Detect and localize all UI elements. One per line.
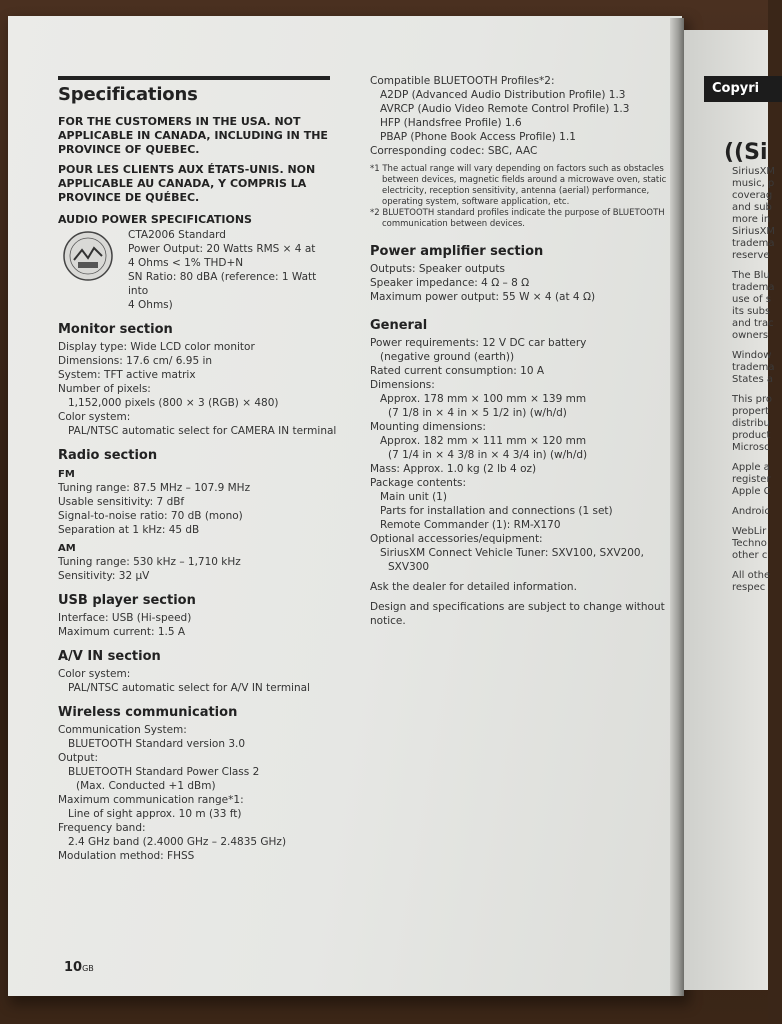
next-page-line: and trac bbox=[732, 318, 774, 329]
dimensions-value: Approx. 178 mm × 100 mm × 139 mm bbox=[380, 393, 587, 405]
package-label: Package contents: bbox=[370, 477, 467, 489]
next-page-line: reserve bbox=[732, 250, 770, 261]
next-page-edge bbox=[684, 30, 776, 990]
next-page-line: respec bbox=[732, 582, 766, 593]
fm-label: FM bbox=[58, 469, 75, 480]
next-page-line: register bbox=[732, 474, 771, 485]
design-note: Design and specifications are subject to change without notice. bbox=[370, 601, 665, 627]
monitor-line: Dimensions: 17.6 cm/ 6.95 in bbox=[58, 355, 213, 367]
monitor-pixels: 1,152,000 pixels (800 × 3 (RGB) × 480) bbox=[68, 397, 279, 409]
av-in-heading: A/V IN section bbox=[58, 649, 161, 664]
next-page-line: Apple a bbox=[732, 462, 770, 473]
mounting-value: Approx. 182 mm × 111 mm × 120 mm bbox=[380, 435, 587, 447]
dealer-note: Ask the dealer for detailed information. bbox=[370, 581, 577, 593]
next-page-line: coverag bbox=[732, 190, 773, 201]
mass-line: Mass: Approx. 1.0 kg (2 lb 4 oz) bbox=[370, 463, 537, 475]
wireless-freq-label: Frequency band: bbox=[58, 822, 146, 834]
optional-label: Optional accessories/equipment: bbox=[370, 533, 543, 545]
audio-spec-line: Power Output: 20 Watts RMS × 4 at bbox=[128, 243, 316, 255]
package-item: Main unit (1) bbox=[380, 491, 447, 503]
next-page-header: Copyri bbox=[704, 76, 782, 102]
page-number bbox=[64, 960, 94, 975]
next-page-line: tradema bbox=[732, 238, 775, 249]
next-page-line: music, p bbox=[732, 178, 775, 189]
next-page-line: The Blu bbox=[732, 270, 770, 281]
wireless-heading: Wireless communication bbox=[58, 705, 238, 720]
next-page-line: Androic bbox=[732, 506, 770, 517]
audio-power-heading: AUDIO POWER SPECIFICATIONS bbox=[58, 213, 252, 226]
next-page-line: propert bbox=[732, 406, 769, 417]
usb-line: Interface: USB (Hi-speed) bbox=[58, 612, 192, 624]
audio-spec-line: 4 Ohms) bbox=[128, 299, 173, 311]
wireless-range-label: Maximum communication range*1: bbox=[58, 794, 244, 806]
audio-spec-line: CTA2006 Standard bbox=[128, 229, 226, 241]
audio-spec-line: 4 Ohms < 1% THD+N bbox=[128, 257, 244, 269]
wireless-freq-value: 2.4 GHz band (2.4000 GHz – 2.4835 GHz) bbox=[68, 836, 287, 848]
wireless-output-label: Output: bbox=[58, 752, 99, 764]
fm-line: Usable sensitivity: 7 dBf bbox=[58, 496, 185, 508]
page-number-value: 10 bbox=[64, 960, 83, 975]
wireless-range-value: Line of sight approx. 10 m (33 ft) bbox=[68, 808, 242, 820]
next-page-line: Apple C bbox=[732, 486, 771, 497]
manual-page bbox=[8, 16, 682, 996]
av-color-label: Color system: bbox=[58, 668, 131, 680]
next-page-line: States a bbox=[732, 374, 773, 385]
fm-line: Tuning range: 87.5 MHz – 107.9 MHz bbox=[58, 482, 251, 494]
next-page-line: product bbox=[732, 430, 771, 441]
fm-line: Signal-to-noise ratio: 70 dB (mono) bbox=[58, 510, 243, 522]
next-page-line: its subs bbox=[732, 306, 771, 317]
power-requirements: Power requirements: 12 V DC car battery bbox=[370, 337, 587, 349]
monitor-line: Display type: Wide LCD color monitor bbox=[58, 341, 255, 353]
wireless-comm-value: BLUETOOTH Standard version 3.0 bbox=[68, 738, 246, 750]
monitor-color-label: Color system: bbox=[58, 411, 131, 423]
monitor-line: Number of pixels: bbox=[58, 383, 151, 395]
dimensions-label: Dimensions: bbox=[370, 379, 435, 391]
wireless-comm-label: Communication System: bbox=[58, 724, 187, 736]
profile-item: A2DP (Advanced Audio Distribution Profile) 1.3 bbox=[380, 89, 626, 101]
next-page-line: more in bbox=[732, 214, 771, 225]
next-page-line: owners bbox=[732, 330, 769, 341]
audio-spec-line: SN Ratio: 80 dBA (reference: 1 Watt into bbox=[128, 271, 317, 297]
title-rule bbox=[58, 76, 330, 80]
page-title: Specifications bbox=[58, 84, 198, 105]
next-page-line: WebLir bbox=[732, 526, 767, 537]
codec-line: Corresponding codec: SBC, AAC bbox=[370, 145, 538, 157]
next-page-line: tradema bbox=[732, 282, 775, 293]
usb-heading: USB player section bbox=[58, 593, 196, 608]
am-line: Tuning range: 530 kHz – 1,710 kHz bbox=[58, 556, 241, 568]
wireless-output-value: (Max. Conducted +1 dBm) bbox=[76, 780, 216, 792]
next-page-line: Techno bbox=[732, 538, 767, 549]
wireless-modulation: Modulation method: FHSS bbox=[58, 850, 195, 862]
amp-line: Outputs: Speaker outputs bbox=[370, 263, 505, 275]
monitor-color-value: PAL/NTSC automatic select for CAMERA IN terminal bbox=[68, 425, 337, 437]
wireless-output-value: BLUETOOTH Standard Power Class 2 bbox=[68, 766, 260, 778]
next-page-logo: ((Si bbox=[724, 140, 768, 165]
next-page-line: This pro bbox=[732, 394, 772, 405]
dimensions-value: (7 1/8 in × 4 in × 5 1/2 in) (w/h/d) bbox=[388, 407, 567, 419]
av-color-value: PAL/NTSC automatic select for A/V IN terminal bbox=[68, 682, 310, 694]
next-page-line: use of s bbox=[732, 294, 771, 305]
next-page-line: other c bbox=[732, 550, 768, 561]
general-heading: General bbox=[370, 318, 428, 333]
audio-power-block bbox=[58, 228, 338, 312]
package-item: Parts for installation and connections (1 set) bbox=[380, 505, 613, 517]
notice-french: POUR LES CLIENTS AUX ÉTATS-UNIS. NON APPLICABLE AU CANADA, Y COMPRIS LA PROVINCE DE QUÉBEC. bbox=[58, 163, 316, 204]
next-page-line: SiriusXM bbox=[732, 226, 776, 237]
notice-english: FOR THE CUSTOMERS IN THE USA. NOT APPLICABLE IN CANADA, INCLUDING IN THE PROVINCE OF QUEBEC. bbox=[58, 115, 328, 156]
optional-value: SiriusXM Connect Vehicle Tuner: SXV100, SXV200, bbox=[380, 547, 644, 559]
mounting-label: Mounting dimensions: bbox=[370, 421, 486, 433]
fm-line: Separation at 1 kHz: 45 dB bbox=[58, 524, 200, 536]
rated-current: Rated current consumption: 10 A bbox=[370, 365, 545, 377]
book-gutter bbox=[670, 18, 684, 996]
monitor-heading: Monitor section bbox=[58, 322, 173, 337]
power-amp-heading: Power amplifier section bbox=[370, 244, 544, 259]
next-page-line: SiriusXM bbox=[732, 166, 776, 177]
amp-line: Maximum power output: 55 W × 4 (at 4 Ω) bbox=[370, 291, 596, 303]
next-page-line: Microsc bbox=[732, 442, 770, 453]
cta-certification-logo bbox=[62, 230, 114, 282]
profile-item: HFP (Handsfree Profile) 1.6 bbox=[380, 117, 522, 129]
optional-value: SXV300 bbox=[388, 561, 430, 573]
mounting-value: (7 1/4 in × 4 3/8 in × 4 3/4 in) (w/h/d) bbox=[388, 449, 588, 461]
next-page-line: All othe bbox=[732, 570, 771, 581]
am-label: AM bbox=[58, 543, 76, 554]
am-line: Sensitivity: 32 µV bbox=[58, 570, 150, 582]
usb-line: Maximum current: 1.5 A bbox=[58, 626, 186, 638]
footnote-2: *2 BLUETOOTH standard profiles indicate the purpose of BLUETOOTH communication between devices. bbox=[370, 208, 665, 229]
next-page-line: tradema bbox=[732, 362, 775, 373]
amp-line: Speaker impedance: 4 Ω – 8 Ω bbox=[370, 277, 530, 289]
profile-item: AVRCP (Audio Video Remote Control Profile) 1.3 bbox=[380, 103, 630, 115]
next-page-line: distribu bbox=[732, 418, 770, 429]
next-page-line: and sub bbox=[732, 202, 772, 213]
package-item: Remote Commander (1): RM-X170 bbox=[380, 519, 561, 531]
page-number-suffix: GB bbox=[82, 964, 94, 973]
profiles-label: Compatible BLUETOOTH Profiles*2: bbox=[370, 75, 555, 87]
radio-heading: Radio section bbox=[58, 448, 158, 463]
monitor-line: System: TFT active matrix bbox=[58, 369, 196, 381]
power-requirements-cont: (negative ground (earth)) bbox=[380, 351, 515, 363]
footnote-1: *1 The actual range will vary depending on factors such as obstacles between devices, magnetic fields around a microwave oven, static electricity, reception sensitivity, antenna (aerial) performance, operating system, software application, etc. bbox=[370, 164, 667, 207]
next-page-line: Window bbox=[732, 350, 772, 361]
profile-item: PBAP (Phone Book Access Profile) 1.1 bbox=[380, 131, 576, 143]
right-column bbox=[370, 74, 670, 628]
left-column bbox=[58, 76, 338, 863]
